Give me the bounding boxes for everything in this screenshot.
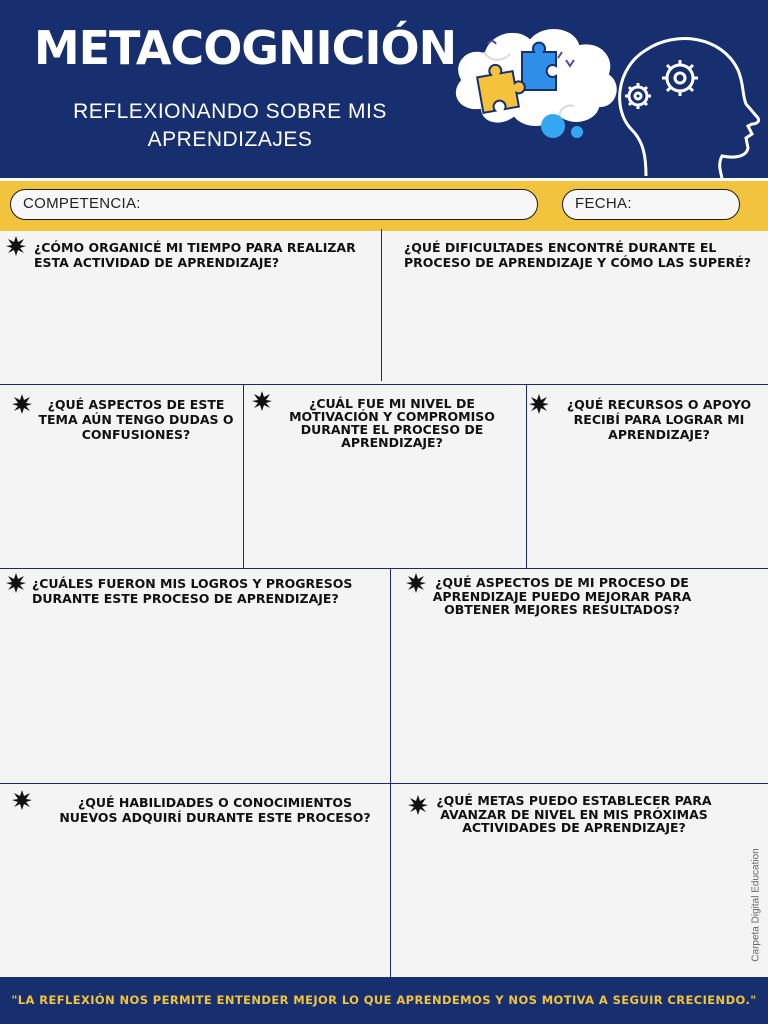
question-text: ¿QUÉ ASPECTOS DE ESTE TEMA AÚN TENGO DUDAS O CONFUSIONES? <box>38 397 234 442</box>
page-title: METACOGNICIÓN <box>33 21 457 75</box>
starburst-icon <box>529 394 549 414</box>
head-gears-icon <box>620 39 759 178</box>
question-text: ¿CUÁLES FUERON MIS LOGROS Y PROGRESOS DURANTE ESTE PROCESO DE APRENDIZAJE? <box>32 576 353 606</box>
footer-quote: "LA REFLEXIÓN NOS PERMITE ENTENDER MEJOR LO QUE APRENDEMOS Y NOS MOTIVA A SEGUIR CRECIENDO." <box>0 977 768 1024</box>
question-text: ¿QUÉ RECURSOS O APOYO RECIBÍ PARA LOGRAR MI APRENDIZAJE? <box>566 397 752 442</box>
starburst-icon <box>6 573 26 593</box>
header-illustration <box>440 18 768 178</box>
grid-divider <box>526 385 527 568</box>
grid-divider <box>0 568 768 569</box>
question-text: ¿QUÉ DIFICULTADES ENCONTRÉ DURANTE EL PROCESO DE APRENDIZAJE Y CÓMO LAS SUPERÉ? <box>404 240 752 270</box>
fecha-field[interactable] <box>562 189 740 220</box>
question-text: ¿QUÉ ASPECTOS DE MI PROCESO DE APRENDIZAJE PUEDO MEJORAR PARA OBTENER MEJORES RESULTADOS? <box>432 575 692 617</box>
credit-text: Carpeta Digital Education <box>750 848 762 962</box>
starburst-icon <box>6 236 26 256</box>
grid-divider <box>390 569 391 977</box>
starburst-icon <box>408 795 428 815</box>
grid-divider <box>381 229 382 381</box>
question-text: ¿QUÉ METAS PUEDO ESTABLECER PARA AVANZAR DE NIVEL EN MIS PRÓXIMAS ACTIVIDADES DE APRENDIZAJE? <box>436 793 712 835</box>
question-text: ¿QUÉ HABILIDADES O CONOCIMIENTOS NUEVOS ADQUIRÍ DURANTE ESTE PROCESO? <box>59 795 371 825</box>
starburst-icon <box>406 573 426 593</box>
question-text: ¿CÓMO ORGANICÉ MI TIEMPO PARA REALIZAR ESTA ACTIVIDAD DE APRENDIZAJE? <box>34 240 356 270</box>
grid-divider <box>243 385 244 568</box>
info-band <box>0 178 768 231</box>
competencia-field[interactable] <box>10 189 538 220</box>
header-banner <box>0 0 768 178</box>
question-text: ¿CUÁL FUE MI NIVEL DE MOTIVACIÓN Y COMPROMISO DURANTE EL PROCESO DE APRENDIZAJE? <box>289 396 495 450</box>
starburst-icon <box>12 394 32 414</box>
page-subtitle: REFLEXIONANDO SOBRE MIS APRENDIZAJES <box>73 100 387 151</box>
starburst-icon <box>12 790 32 810</box>
grid-divider <box>0 783 768 784</box>
starburst-icon <box>252 391 272 411</box>
fecha-label: FECHA: <box>575 195 632 212</box>
grid-divider <box>0 384 768 385</box>
competencia-label: COMPETENCIA: <box>23 195 141 212</box>
